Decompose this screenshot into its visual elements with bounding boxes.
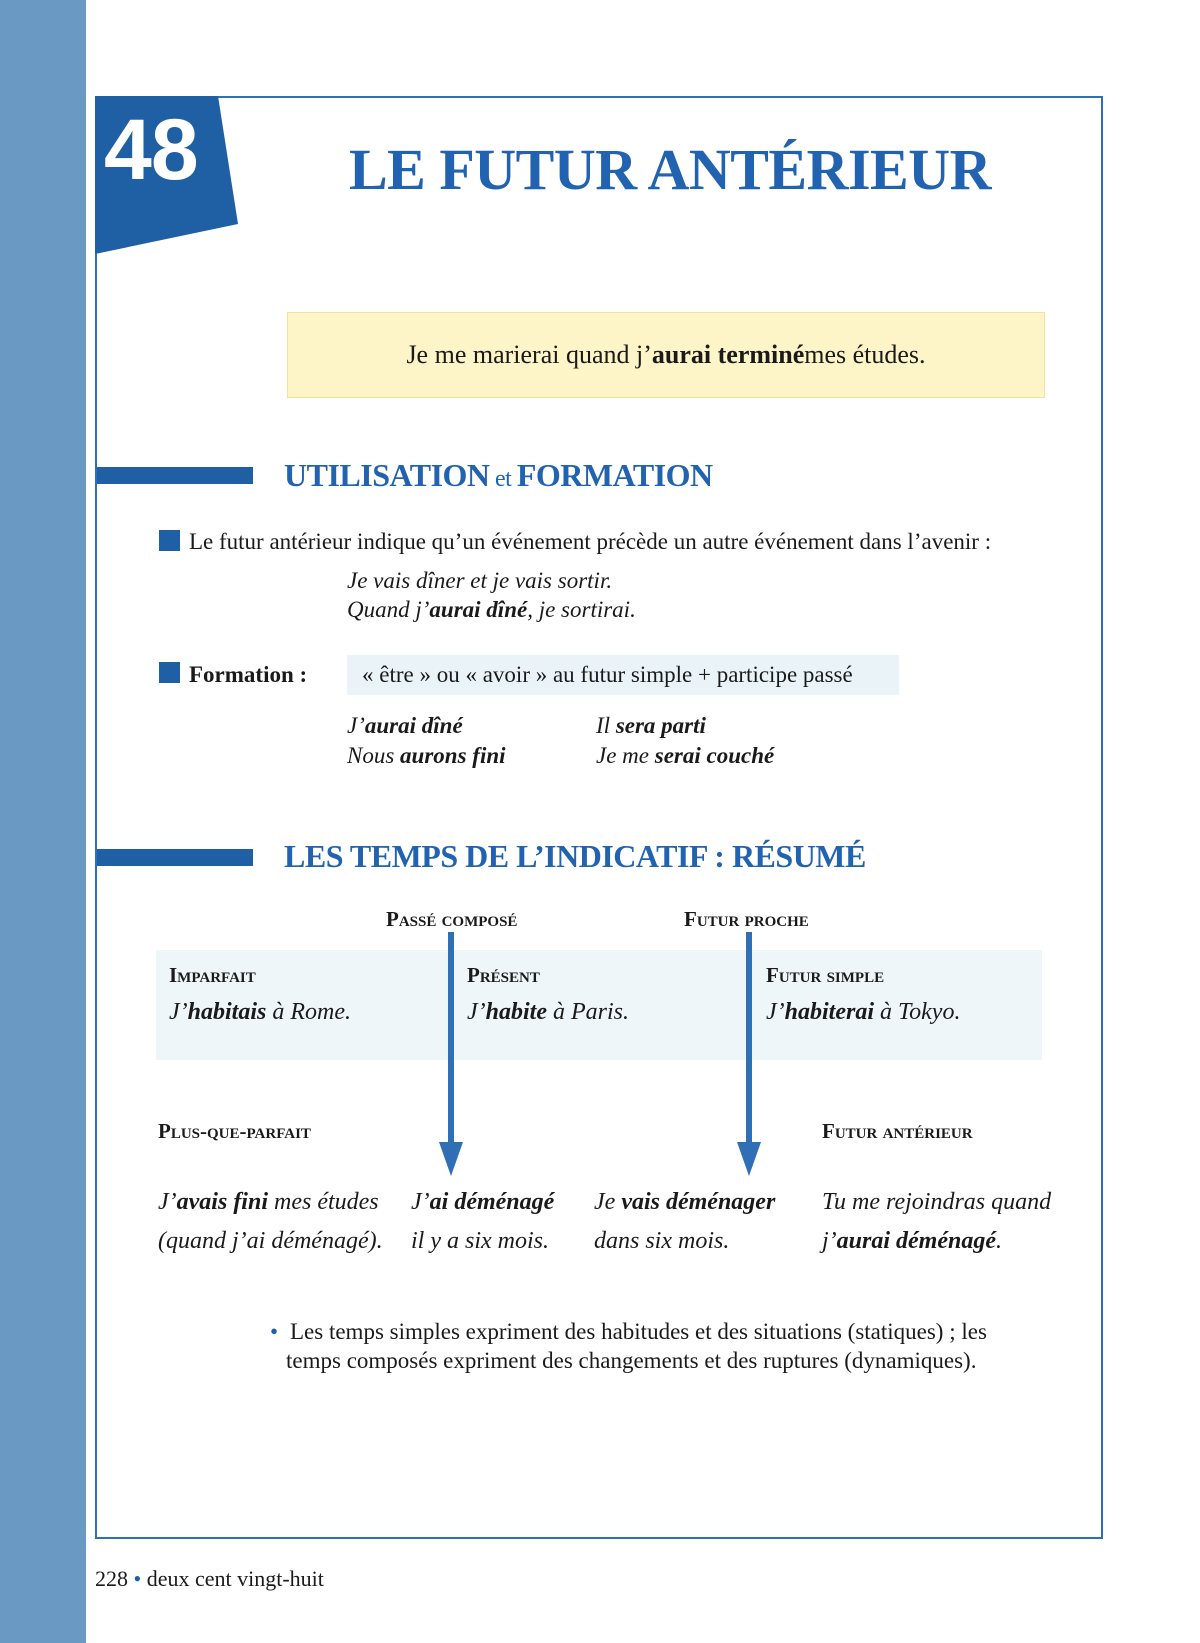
tex-pre: J’: [766, 999, 785, 1025]
formation-example: [347, 711, 463, 741]
tex-pre: J’: [467, 999, 486, 1025]
fex-bold: sera parti: [615, 713, 706, 738]
formation-example: [347, 741, 506, 771]
tense-example-present: [467, 993, 629, 1031]
fex-bold: aurai dîné: [364, 713, 463, 738]
section-title-resume: LES TEMPS DE L’INDICATIF : RÉSUMÉ: [284, 838, 866, 874]
bex-pre: J’: [411, 1189, 430, 1215]
bex-pre: Je: [594, 1189, 622, 1215]
example-plus-que-parfait-2: (quand j’ai déménagé).: [158, 1228, 383, 1254]
fex-bold: aurons fini: [400, 743, 506, 768]
label-passe-compose: Passé composé: [386, 907, 518, 931]
note-line-2: temps composés expriment des changements et des ruptures (dynamiques).: [286, 1348, 977, 1373]
tense-name-imparfait: Imparfait: [169, 963, 256, 987]
tex-bold: habiterai: [784, 999, 874, 1025]
tex-post: à Rome.: [266, 999, 352, 1025]
usage-example-2: [347, 595, 636, 625]
example-before: Je me marierai quand j’: [406, 340, 652, 369]
section-title-sep: et: [489, 466, 517, 492]
bex-post: .: [996, 1228, 1002, 1254]
usage-example-1: Je vais dîner et je vais sortir.: [347, 568, 613, 593]
formation-rule: « être » ou « avoir » au futur simple + participe passé: [347, 655, 899, 695]
bullet-dot-icon: •: [133, 1566, 142, 1591]
example-after: mes études.: [804, 340, 926, 369]
bullet-square-icon: [159, 662, 180, 683]
example-passe-compose-1: [411, 1183, 554, 1221]
fex-pre: J’: [347, 713, 365, 738]
tense-name-present: Présent: [467, 963, 540, 987]
page-number: 228: [95, 1566, 128, 1591]
example-passe-compose-2: il y a six mois.: [411, 1228, 549, 1254]
arrow-down-icon: [438, 932, 464, 1178]
example-plus-que-parfait-1: [158, 1183, 379, 1221]
fex-pre: Nous: [347, 743, 401, 768]
fex-bold: serai couché: [654, 743, 775, 768]
page-footer: [95, 1565, 324, 1593]
example-bold: aurai terminé: [651, 340, 805, 369]
bullet-square-icon: [159, 530, 180, 551]
bex-post: mes études: [268, 1189, 379, 1215]
tense-example-futur-simple: [766, 993, 960, 1031]
example-futur-anterieur-1: Tu me rejoindras quand: [822, 1189, 1052, 1215]
bex-bold: ai déménagé: [429, 1189, 555, 1215]
usage-example-2-pre: Quand j’: [347, 597, 430, 622]
summary-note: [270, 1317, 1050, 1375]
arrow-down-icon: [736, 932, 762, 1178]
bex-bold: vais déménager: [621, 1189, 776, 1215]
formation-label: Formation :: [189, 662, 308, 687]
tense-name-futur-simple: Futur simple: [766, 963, 885, 987]
example-futur-proche-2: dans six mois.: [594, 1228, 730, 1254]
tense-name-futur-anterieur: Futur antérieur: [822, 1119, 973, 1143]
label-futur-proche: Futur proche: [684, 907, 809, 931]
bullet-dot-icon: •: [270, 1319, 279, 1344]
usage-example-2-bold: aurai dîné: [429, 597, 528, 622]
side-band: [0, 0, 86, 1643]
page-words: deux cent vingt-huit: [146, 1566, 324, 1591]
section-title-a: UTILISATION: [284, 457, 490, 493]
tense-example-imparfait: [169, 993, 351, 1031]
chapter-number: 48: [104, 102, 198, 198]
section-title-utilisation: [284, 455, 713, 499]
section-bar-utilisation: [97, 467, 253, 484]
tense-name-plus-que-parfait: Plus-que-parfait: [158, 1119, 311, 1143]
example-sentence-box: [287, 312, 1045, 398]
tex-post: à Tokyo.: [874, 999, 961, 1025]
page-title: LE FUTUR ANTÉRIEUR: [349, 137, 991, 202]
example-futur-anterieur-2: [822, 1222, 1002, 1260]
note-line-1: Les temps simples expriment des habitudes et des situations (statiques) ; les: [290, 1319, 987, 1344]
section-title-b: FORMATION: [516, 457, 713, 493]
formation-example: [596, 741, 774, 771]
bex-bold: avais fini: [176, 1189, 268, 1215]
bex-bold: aurai déménagé: [836, 1228, 996, 1254]
example-futur-proche-1: [594, 1183, 775, 1221]
bex-pre: j’: [822, 1228, 837, 1254]
tex-pre: J’: [169, 999, 188, 1025]
bex-pre: J’: [158, 1189, 177, 1215]
tex-bold: habite: [485, 999, 547, 1025]
fex-pre: Je me: [596, 743, 655, 768]
tex-bold: habitais: [187, 999, 267, 1025]
section-bar-resume: [97, 849, 253, 866]
point-usage: Le futur antérieur indique qu’un événement précède un autre événement dans l’avenir :: [189, 529, 992, 554]
tex-post: à Paris.: [547, 999, 630, 1025]
usage-example-2-post: , je sortirai.: [527, 597, 636, 622]
formation-example: [596, 711, 706, 741]
fex-pre: Il: [596, 713, 616, 738]
